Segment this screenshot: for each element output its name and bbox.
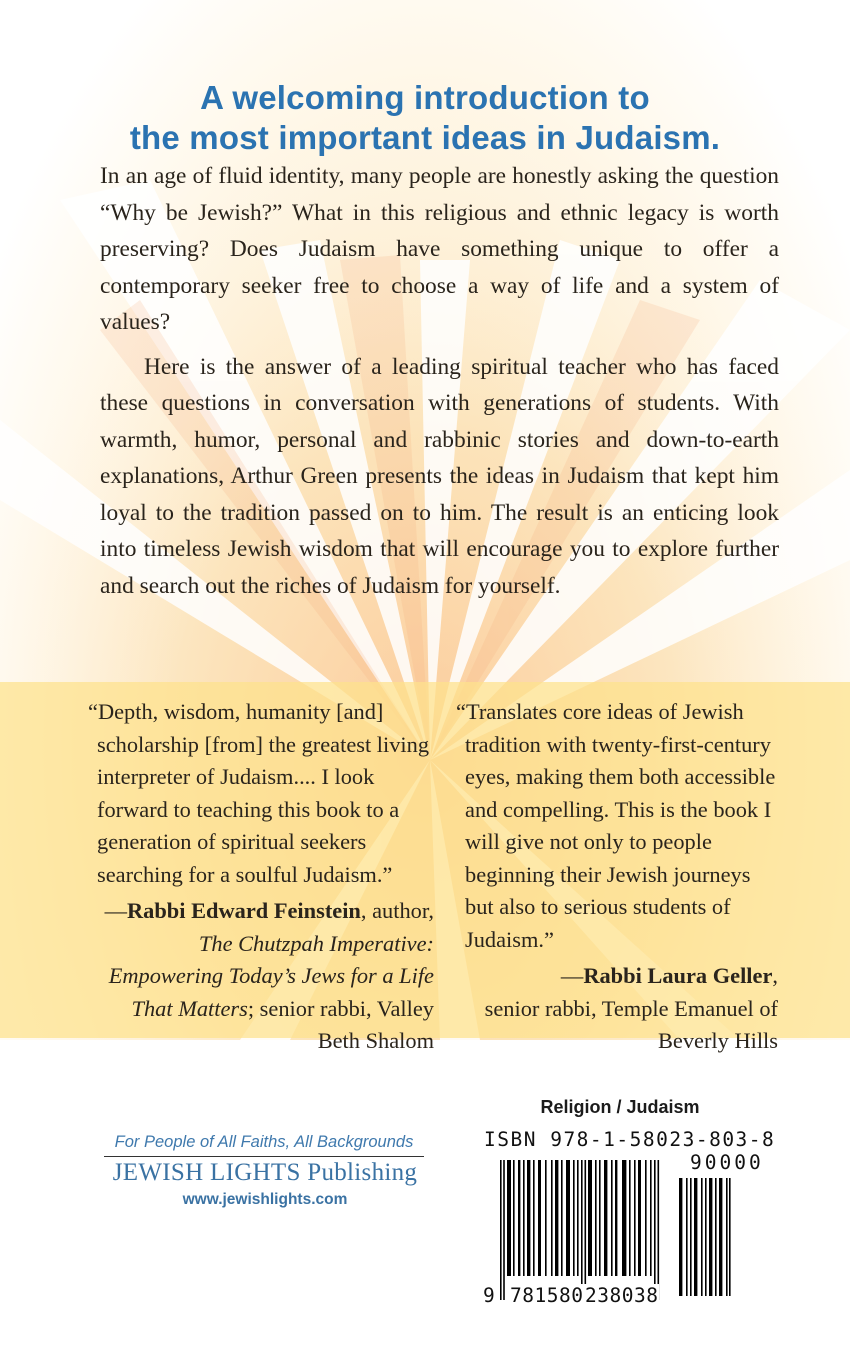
blurb-feinstein — [88, 696, 434, 1058]
ean-left-group: 781580 — [510, 1284, 584, 1307]
blurb-geller — [456, 696, 778, 1058]
ean-first-digit: 9 — [483, 1284, 495, 1307]
attribution-dash: — — [560, 963, 584, 988]
blurb-attribution — [88, 895, 434, 928]
attribution-role: , — [772, 963, 778, 988]
publisher-logo — [100, 1133, 430, 1209]
headline — [0, 78, 850, 158]
publisher-name: JEWISH LIGHTS Publishing — [112, 1159, 418, 1186]
attribution-affiliation: ; senior rabbi, Valley Beth Shalom — [247, 995, 434, 1053]
blurb-attribution — [456, 960, 778, 993]
price-code: 90000 — [690, 1151, 764, 1174]
headline-line-2: the most important ideas in Judaism. — [129, 119, 721, 156]
description-paragraph-2: Here is the answer of a leading spiritual teacher who has faced these questions in conversation with generations of students. With warmth, humor, personal and rabbinic stories and down-to-earth explanations, Arthur Green presents the ideas in Judaism that kept him loyal to the tradition passed on to him. The result is an enticing look into timeless Jewish wisdom that will encourage you to explore further and search out the riches of Judaism for yourself. — [100, 353, 779, 599]
attribution-book-title: The Chutzpah Imperative: Empowering Today’s Jews for a Life That Matters — [108, 930, 434, 1021]
description-paragraph-1: In an age of fluid identity, many people are honestly asking the question “Why be Jewish?” What in this religious and ethnic legacy is worth preserving? Does Judaism have something unique to offer a contemporary seeker free to choose a way of life and a system of values? — [100, 163, 779, 335]
book-description — [100, 158, 779, 604]
attribution-name: Rabbi Edward Feinstein — [126, 898, 361, 923]
attribution-name: Rabbi Laura Geller — [583, 963, 773, 988]
blurb-affiliation: senior rabbi, Temple Emanuel of Beverly Hills — [484, 995, 778, 1053]
ean-right-group: 238038 — [585, 1284, 659, 1307]
book-category: Religion / Judaism — [540, 1097, 700, 1117]
attribution-dash: — — [104, 898, 127, 923]
blurb-quote: “Translates core ideas of Jewish tradition with twenty-first-century eyes, making them both accessible and compelling. This is the book I will give not only to people beginning their Jewish journeys but also to serious students of Judaism.” — [456, 699, 776, 952]
blurb-quote: “Depth, wisdom, humanity [and] scholarship [from] the greatest living interpreter of Judaism.... I look forward to teaching this book to a generation of spiritual seekers searching for a soulful Judaism.” — [88, 699, 430, 887]
blurb-affiliation — [88, 928, 434, 1058]
publisher-url[interactable]: www.jewishlights.com — [182, 1191, 348, 1208]
isbn-label: ISBN 978-1-58023-803-8 — [484, 1128, 776, 1151]
attribution-role: , author, — [360, 898, 434, 923]
headline-line-1: A welcoming introduction to — [200, 79, 650, 116]
publisher-tagline: For People of All Faiths, All Backgrounds — [104, 1133, 424, 1157]
